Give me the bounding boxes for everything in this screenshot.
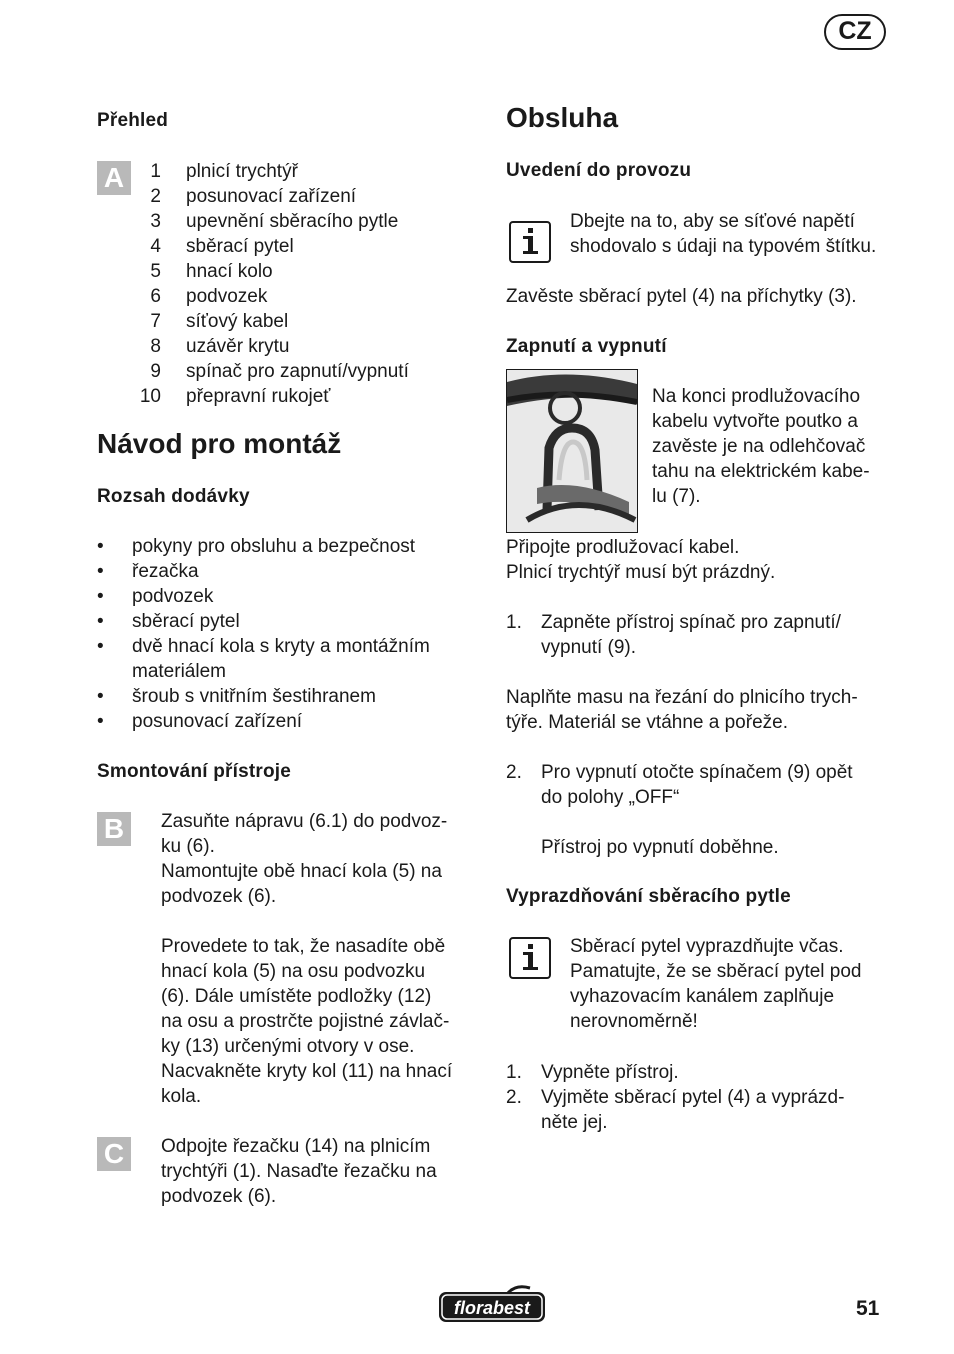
svg-text:florabest: florabest xyxy=(453,1298,531,1318)
bullet: • xyxy=(97,611,104,632)
paragraph-line xyxy=(161,909,491,934)
list-item xyxy=(97,709,467,734)
paragraph-line: Plnicí trychtýř musí být prázdný. xyxy=(506,562,776,583)
paragraph-line: hnací kola (5) na osu podvozku xyxy=(161,961,426,982)
florabest-logo xyxy=(436,1284,548,1326)
note-line: Dbejte na to, aby se síťové napětí xyxy=(570,211,855,232)
numbered-step xyxy=(506,1060,906,1085)
fill-material-text xyxy=(506,685,906,735)
bullet: • xyxy=(97,586,104,607)
bullet: • xyxy=(97,711,104,732)
step-number: 1. xyxy=(506,612,522,633)
figure-marker-b: B xyxy=(97,812,131,846)
step-line: něte jej. xyxy=(541,1112,608,1133)
paragraph-line: Odpojte řezačku (14) na plnicím xyxy=(161,1136,431,1157)
list-item xyxy=(97,684,467,709)
step-line: vypnutí (9). xyxy=(541,637,637,658)
item-label: síťový kabel xyxy=(186,311,289,332)
overview-heading: Přehled xyxy=(97,110,169,131)
paragraph-line: Provedete to tak, že nasadíte obě xyxy=(161,936,446,957)
assembly-steps-heading: Smontování přístroje xyxy=(97,761,292,782)
cable-loop-photo xyxy=(506,369,638,533)
paragraph-line: ku (6). xyxy=(161,836,215,857)
item-number: 5 xyxy=(150,261,161,282)
paragraph-line: podvozek (6). xyxy=(161,886,277,907)
startup-heading: Uvedení do provozu xyxy=(506,160,692,181)
item-number: 7 xyxy=(150,311,161,332)
item-label: dvě hnací kola s kryty a montážním materiálem xyxy=(132,636,430,682)
step-number: 1. xyxy=(506,1062,522,1083)
list-item xyxy=(97,534,467,559)
on-off-heading: Zapnutí a vypnutí xyxy=(506,336,667,357)
item-label: podvozek xyxy=(132,586,214,607)
paragraph-line: podvozek (6). xyxy=(161,1186,277,1207)
item-label: sběrací pytel xyxy=(132,611,240,632)
step-2-switch-off xyxy=(506,760,906,860)
paragraph-line: Naplňte masu na řezání do plnicího trych- xyxy=(506,687,858,708)
item-label: uzávěr krytu xyxy=(186,336,290,357)
step-line: Přístroj po vypnutí doběhne. xyxy=(541,837,779,858)
info-icon xyxy=(509,221,551,263)
delivery-scope-heading: Rozsah dodávky xyxy=(97,486,250,507)
step-number: 2. xyxy=(506,1087,522,1108)
numbered-step xyxy=(506,760,906,860)
step-text xyxy=(541,760,906,860)
numbered-step xyxy=(506,610,906,660)
delivery-scope-list xyxy=(97,534,467,734)
step-number: 2. xyxy=(506,762,522,783)
note-line: shodovalo s údaji na typovém štítku. xyxy=(570,236,877,257)
hang-bag-text: Zavěste sběrací pytel (4) na příchytky (3). xyxy=(506,286,857,307)
paragraph-line: zavěste je na odlehčovač xyxy=(652,436,866,457)
paragraph-line: na osu a prostrčte pojistné závlač- xyxy=(161,1011,450,1032)
bullet: • xyxy=(97,636,104,657)
paragraph-line: Zasuňte nápravu (6.1) do podvoz- xyxy=(161,811,448,832)
item-number: 3 xyxy=(150,211,161,232)
paragraph-line: kabelu vytvořte poutko a xyxy=(652,411,858,432)
item-label: upevnění sběracího pytle xyxy=(186,211,399,232)
info-note-voltage xyxy=(570,209,900,259)
note-line: nerovnoměrně! xyxy=(570,1011,698,1032)
language-badge: CZ xyxy=(824,14,886,50)
list-item xyxy=(97,584,467,609)
bullet: • xyxy=(97,536,104,557)
step-line: Zapněte přístroj spínač pro zapnutí/ xyxy=(541,612,841,633)
step-line: Pro vypnutí otočte spínačem (9) opět xyxy=(541,762,853,783)
item-number: 9 xyxy=(150,361,161,382)
step-text xyxy=(541,1085,906,1135)
item-label: podvozek xyxy=(186,286,268,307)
paragraph-line: tahu na elektrickém kabe- xyxy=(652,461,870,482)
paragraph-line: Na konci prodlužovacího xyxy=(652,386,861,407)
list-item xyxy=(97,609,467,634)
paragraph-line: ky (13) určenými otvory v ose. xyxy=(161,1036,415,1057)
assembly-heading: Návod pro montáž xyxy=(97,428,342,459)
step-b-text xyxy=(161,809,491,1109)
empty-bag-heading: Vyprazdňování sběracího pytle xyxy=(506,886,791,907)
paragraph-line: Nacvakněte kryty kol (11) na hnací xyxy=(161,1061,453,1082)
step-line: Vypněte přístroj. xyxy=(541,1062,679,1083)
info-note-empty-bag xyxy=(570,934,900,1034)
step-line xyxy=(541,810,906,835)
item-label: řezačka xyxy=(132,561,199,582)
item-label: pokyny pro obsluhu a bezpečnost xyxy=(132,536,416,557)
paragraph-line: týře. Materiál se vtáhne a pořeže. xyxy=(506,712,788,733)
paragraph-line: lu (7). xyxy=(652,486,701,507)
list-item xyxy=(97,634,467,684)
bullet: • xyxy=(97,686,104,707)
item-label: sběrací pytel xyxy=(186,236,294,257)
item-number: 4 xyxy=(150,236,161,257)
figure-marker-c: C xyxy=(97,1137,131,1171)
note-line: Pamatujte, že se sběrací pytel pod xyxy=(570,961,862,982)
item-label: hnací kolo xyxy=(186,261,273,282)
item-label: spínač pro zapnutí/vypnutí xyxy=(186,361,409,382)
note-line: vyhazovacím kanálem zaplňuje xyxy=(570,986,835,1007)
item-label: plnicí trychtýř xyxy=(186,161,298,182)
cable-strain-relief-illustration xyxy=(507,370,637,532)
operation-heading: Obsluha xyxy=(506,102,619,133)
bullet: • xyxy=(97,561,104,582)
paragraph-line: (6). Dále umístěte podložky (12) xyxy=(161,986,432,1007)
step-line: Vyjměte sběrací pytel (4) a vyprázd- xyxy=(541,1087,845,1108)
step-c-text xyxy=(161,1134,491,1209)
paragraph-line: trychtýři (1). Nasaďte řezačku na xyxy=(161,1161,437,1182)
item-label: přepravní rukojeť xyxy=(186,386,331,407)
note-line: Sběrací pytel vyprazdňujte včas. xyxy=(570,936,844,957)
paragraph-line: Připojte prodlužovací kabel. xyxy=(506,537,740,558)
item-number: 8 xyxy=(150,336,161,357)
step-text xyxy=(541,1060,906,1085)
item-label: posunovací zařízení xyxy=(132,711,303,732)
connect-cable-text xyxy=(506,535,906,585)
numbered-step xyxy=(506,1085,906,1135)
step-line: do polohy „OFF“ xyxy=(541,787,680,808)
item-number: 10 xyxy=(139,386,161,407)
item-number: 6 xyxy=(150,286,161,307)
page-number: 51 xyxy=(856,1297,880,1320)
info-icon xyxy=(509,937,551,979)
paragraph-line: Namontujte obě hnací kola (5) na xyxy=(161,861,442,882)
paragraph-line: kola. xyxy=(161,1086,202,1107)
cable-loop-text xyxy=(652,384,892,509)
step-text xyxy=(541,610,906,660)
item-label: šroub s vnitřním šestihranem xyxy=(132,686,376,707)
empty-bag-steps xyxy=(506,1060,906,1135)
item-label: posunovací zařízení xyxy=(186,186,357,207)
item-number: 2 xyxy=(150,186,161,207)
figure-marker-a: A xyxy=(97,161,131,195)
step-1-switch-on xyxy=(506,610,906,660)
item-number: 1 xyxy=(150,161,161,182)
list-item xyxy=(97,559,467,584)
